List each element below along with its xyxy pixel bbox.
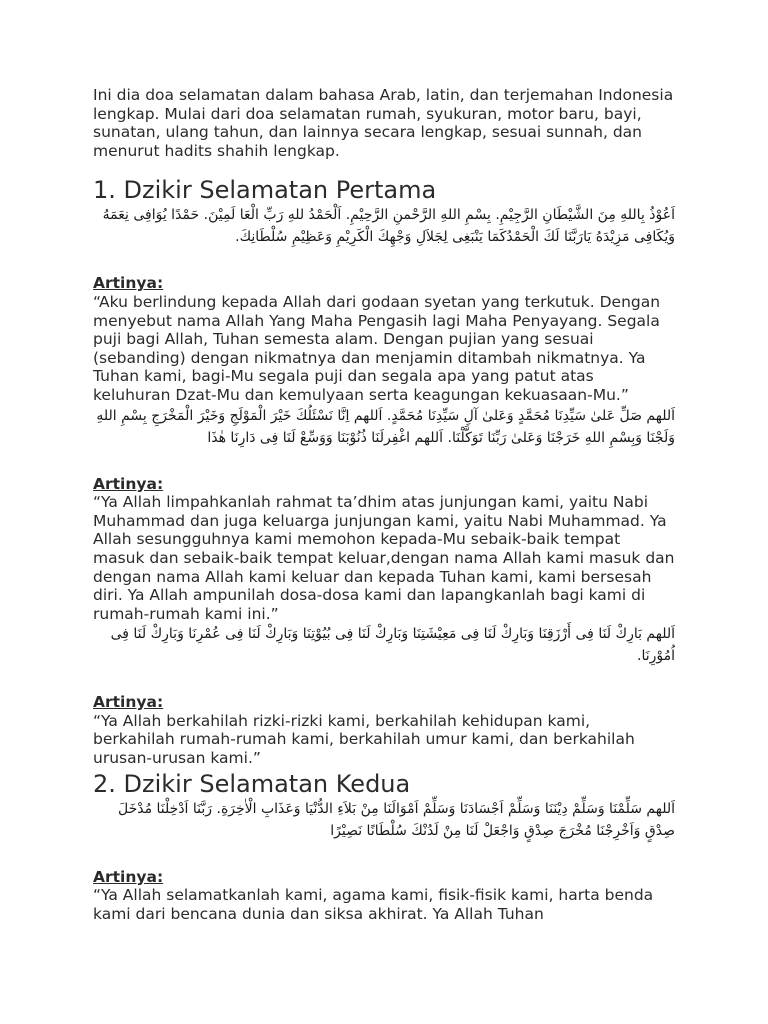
translation-text: “Ya Allah selamatkanlah kami, agama kami, fisik-fisik kami, harta benda kami dari bencana dunia dan siksa akhirat. Ya Allah Tuhan [93,886,654,923]
translation-text: “Ya Allah limpahkanlah rahmat ta’dhim atas junjungan kami, yaitu Nabi Muhammad dan juga keluarga junjungan kami, yaitu Nabi Muhammad. Ya Allah sesungguhnya kami memohon kepada-Mu sebaik-baik tempat masuk dan sebaik-baik tempat keluar,dengan nama Allah kami masuk dan dengan nama Allah kami keluar dan kepada Tuhan kami, kami bersesah diri. Ya Allah ampunilah dosa-dosa kami dan lapangkanlah bagi kami di rumah-rumah kami ini.” [93,493,675,623]
document-page [93,86,675,923]
artinya-label: Artinya: [93,867,164,886]
translation-text: “Ya Allah berkahilah rizki-rizki kami, berkahilah kehidupan kami, berkahilah rumah-rumah kami, berkahilah umur kami, dan berkahilah urusan-urusan kami.” [93,711,635,768]
section-heading-1: 1. Dzikir Selamatan Pertama [93,176,437,205]
arabic-prayer: اَللهم سَلِّمْنَا وَسَلِّمْ دِيْنَنَا وَسَلِّمْ اَجْسَادَنَا وَسَلِّمْ اَمْوَالَنَا مِنْ بَلاَءِ الدُّنْيَا وَعَذَابِ الْاٰخِرَةِ. رَبَّنَا اَدْخِلْنَا مُدْخَلَ صِدْقٍ وَاَخْرِجْنَا مُخْرَجَ صِدْقٍ وَاجْعَلْ لَنَا مِنْ لَدُنْكَ سُلْطَانًا نَصِيْرًا [117,800,675,839]
artinya-label: Artinya: [93,274,164,293]
arabic-prayer: اَللهم صَلِّ عَلىٰ سَيِّدِنَا مُحَمَّدٍ وَعَلىٰ آلِ سَيِّدِنَا مُحَمَّدٍ. اَللهم اِنَّا نَسْئَلُكَ خَيْرَ الْمَوْلَجِ وَخَيْرَ الْمَخْرَجِ بِسْمِ اللهِ وَلَجْنَا وَبِسْمِ اللهِ خَرَجْنَا وَعَلىٰ رَبِّنَا تَوَكَّلْنَا. اَللهم اغْفِرلَنَا ذُنُوْبَنَا وَوَسِّعْ لَنَا فِى دَارِنَا هٰذَا [96,407,675,446]
section-heading-2: 2. Dzikir Selamatan Kedua [93,769,411,798]
arabic-prayer: اَللهم بَارِكْ لَنَا فِى أَرْزَقِنَا وَبَارِكْ لَنَا فِى مَعِيْشَتِنَا وَبَارِكْ لَنَا فِى بُيُوْتِنَا وَبَارِكْ لَنَا فِى عُمْرِنَا وَبَارِكْ لَنَا فِى اُمُوْرِنَا. [110,626,675,665]
intro-paragraph: Ini dia doa selamatan dalam bahasa Arab, latin, dan terjemahan Indonesia lengkap. Mulai dari doa selamatan rumah, syukuran, motor baru, bayi, sunatan, ulang tahun, dan lainnya secara lengkap, sesuai sunnah, dan menurut hadits shahih lengkap. [93,86,674,160]
translation-text: “Aku berlindung kepada Allah dari godaan syetan yang terkutuk. Dengan menyebut nama Allah Yang Maha Pengasih lagi Maha Penyayang. Segala puji bagi Allah, Tuhan semesta alam. Dengan pujian yang sesuai (sebanding) dengan nikmatnya dan menjamin ditambah nikmatnya. Ya Tuhan kami, bagi-Mu segala puji dan segala apa yang patut atas keluhuran Dzat-Mu dan kemulyaan serta keagungan kekuasaan-Mu.” [93,292,661,404]
artinya-label: Artinya: [93,693,164,712]
artinya-label: Artinya: [93,474,164,493]
arabic-prayer: اَعُوْذُ بِاللهِ مِنَ الشَّيْطَانِ الرَّجِيْمِ. بِسْمِ اللهِ الرَّحْمنِ الرَّحِيْمِ. اَلْحَمْدُ للهِ رَبِّ الْعَا لَمِيْنَ. حَمْدًا يُوَافِى نِعَمَهُ وَيُكَافِى مَزِيْدَهُ يَارَبَّنَا لَكَ الْحَمْدُكَمَا يَنْبَغِى لِجَلاَلِ وَجْهِكَ الْكَرِيْمِ وَعَظِيْمِ سُلْطَانِكَ. [102,207,675,246]
